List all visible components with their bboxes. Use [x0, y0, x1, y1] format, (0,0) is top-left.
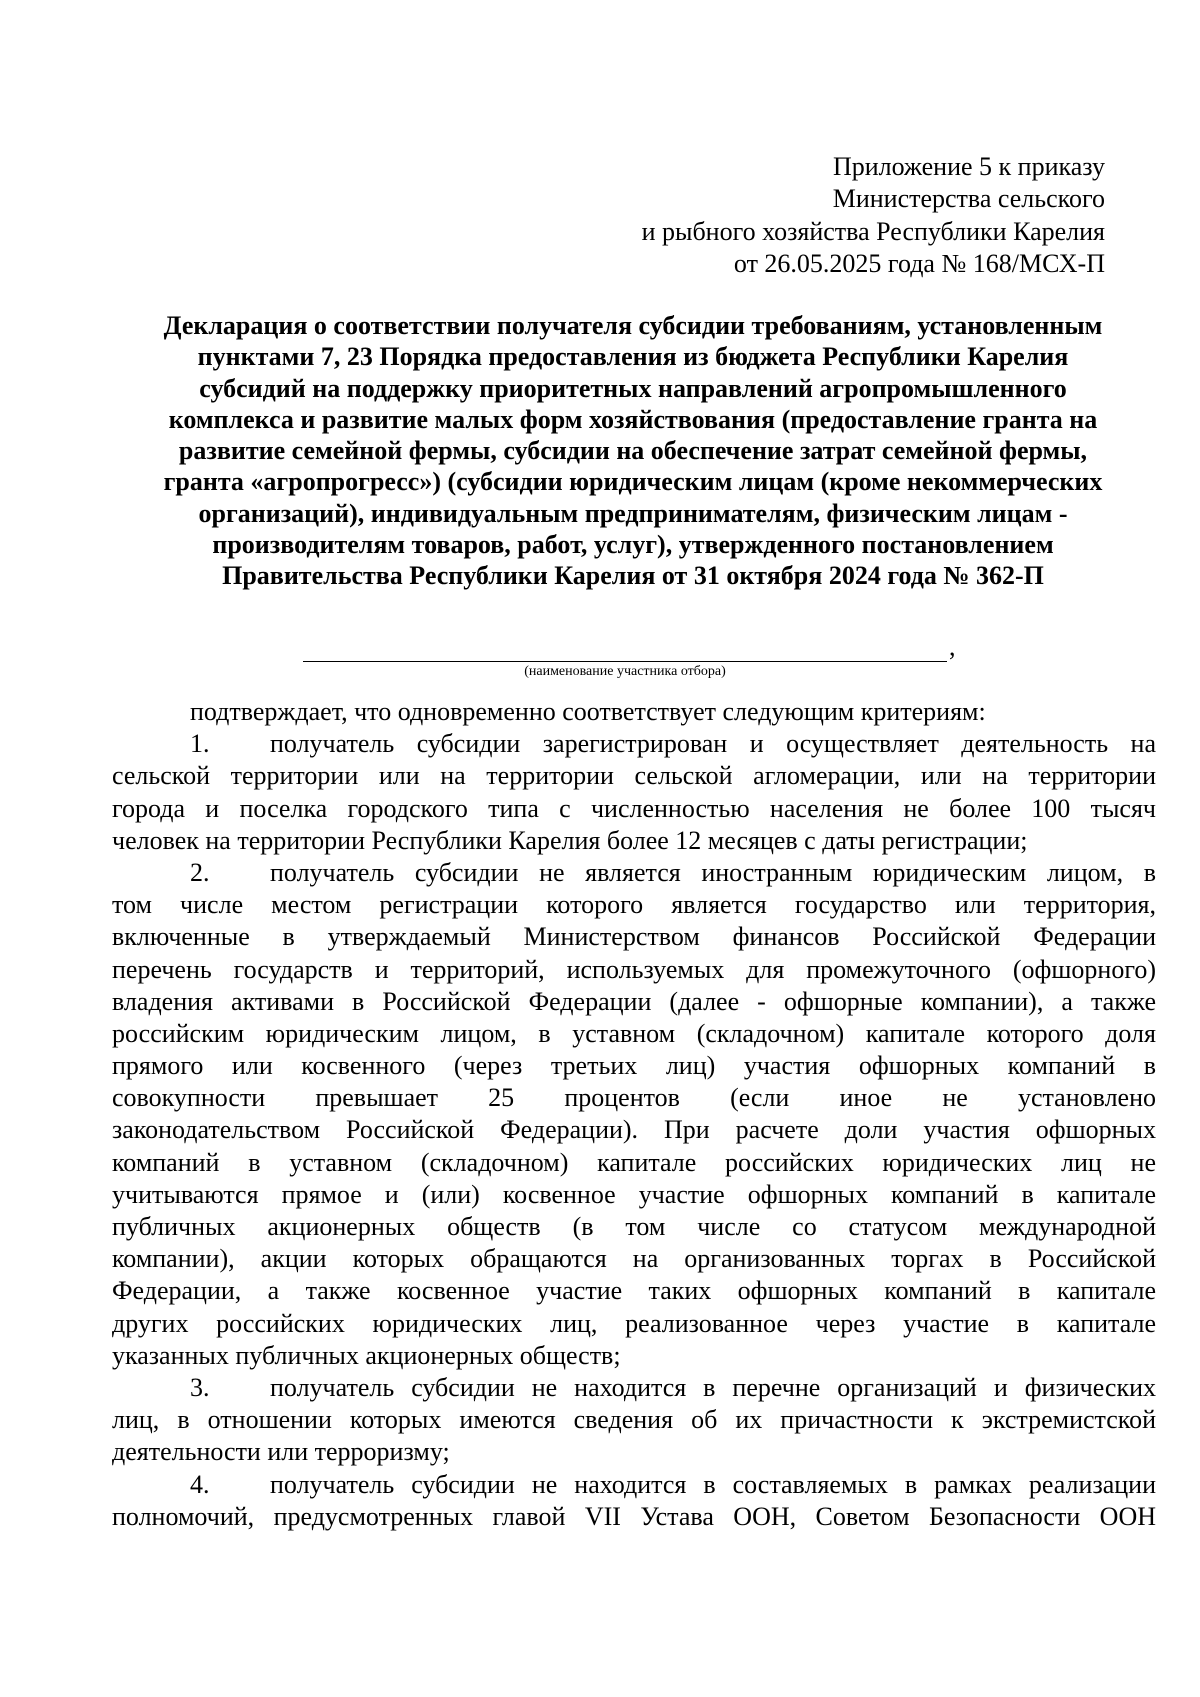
title-line: Декларация о соответствии получателя субсидии требованиям, установленным — [163, 311, 1103, 340]
criterion-2-line: перечень государств и территорий, используемых для промежуточного (офшорного) — [112, 954, 1156, 984]
title-line: производителям товаров, работ, услуг), утвержденного постановлением — [212, 530, 1054, 560]
signature-comma: , — [949, 632, 956, 661]
appendix-line: от 26.05.2025 года № 168/МСХ-П — [733, 249, 1105, 279]
appendix-line: и рыбного хозяйства Республики Карелия — [641, 216, 1105, 246]
title-line: субсидий на поддержку приоритетных направлений агропромышленного — [199, 373, 1067, 403]
criterion-3-line: деятельности или терроризму; — [112, 1437, 450, 1467]
participant-name-blank-line[interactable] — [303, 661, 947, 662]
criterion-1-line: 1. получатель субсидии зарегистрирован и осуществляет деятельность на — [112, 728, 1156, 760]
criterion-3-line: 3. получатель субсидии не находится в перечне организаций и физических — [112, 1372, 1156, 1404]
appendix-line: Министерства сельского — [832, 184, 1105, 214]
title-line: развитие семейной фермы, субсидии на обеспечение затрат семейной фермы, — [178, 436, 1088, 466]
participant-name-caption: (наименование участника отбора) — [524, 664, 726, 679]
criterion-number: 3. — [190, 1372, 210, 1402]
criterion-2-line: учитываются прямое и (или) косвенное участие офшорных компаний в капитале — [112, 1179, 1156, 1209]
criterion-4-line: полномочий, предусмотренных главой VII Устава ООН, Советом Безопасности ООН — [112, 1501, 1156, 1531]
criterion-2-line: указанных публичных акционерных обществ; — [112, 1340, 621, 1370]
criterion-2-line: компании), акции которых обращаются на организованных торгах в Российской — [112, 1244, 1156, 1274]
title-line: пунктами 7, 23 Порядка предоставления из бюджета Республики Карелия — [197, 342, 1069, 372]
criterion-2-line: других российских юридических лиц, реализованное через участие в капитале — [112, 1308, 1156, 1338]
criteria-body — [112, 696, 1156, 1533]
criterion-1-line: сельской территории или на территории сельской агломерации, или на территории — [112, 761, 1156, 791]
criterion-2-line: компаний в уставном (складочном) капитале российских юридических лиц не — [112, 1147, 1156, 1177]
criterion-2-line: российским юридическим лицом, в уставном (складочном) капитале которого доля — [112, 1018, 1156, 1048]
criterion-2-line: том числе местом регистрации которого является государство или территория, — [112, 890, 1156, 920]
criterion-3-line: лиц, в отношении которых имеются сведения об их причастности к экстремистской — [112, 1405, 1156, 1435]
criterion-2-line: Федерации, а также косвенное участие таких офшорных компаний в капитале — [112, 1276, 1156, 1306]
title-line: организаций), индивидуальным предпринимателям, физическим лицам - — [198, 498, 1068, 528]
criterion-4-line: 4. получатель субсидии не находится в составляемых в рамках реализации — [112, 1469, 1156, 1501]
criterion-2-line: совокупности превышает 25 процентов (если иное не установлено — [112, 1083, 1156, 1113]
criterion-2-line: публичных акционерных обществ (в том числе со статусом международной — [112, 1212, 1156, 1241]
criterion-2-line: 2. получатель субсидии не является иностранным юридическим лицом, в — [112, 857, 1156, 889]
intro-text: подтверждает, что одновременно соответствует следующим критериям: — [190, 697, 986, 726]
appendix-line: Приложение 5 к приказу — [832, 152, 1105, 181]
criterion-2-line: включенные в утверждаемый Министерством финансов Российской Федерации — [112, 922, 1156, 952]
criterion-number: 1. — [190, 729, 210, 759]
criterion-2-line: прямого или косвенного (через третьих лиц) участия офшорных компаний в — [112, 1051, 1156, 1081]
criterion-number: 4. — [190, 1469, 210, 1499]
criterion-number: 2. — [190, 857, 210, 887]
criterion-1-line: города и поселка городского типа с численностью населения не более 100 тысяч — [112, 793, 1156, 823]
criterion-1-line: человек на территории Республики Карелия более 12 месяцев с даты регистрации; — [112, 825, 1028, 855]
title-line: гранта «агропрогресс») (субсидии юридическим лицам (кроме некоммерческих — [163, 467, 1103, 497]
appendix-reference — [642, 151, 1105, 281]
title-line: комплекса и развитие малых форм хозяйствования (предоставление гранта на — [168, 404, 1098, 434]
title-line: Правительства Республики Карелия от 31 октября 2024 года № 362-П — [222, 561, 1044, 591]
document-title — [108, 310, 1158, 592]
criterion-2-line: владения активами в Российской Федерации (далее - офшорные компании), а также — [112, 986, 1156, 1016]
criterion-2-line: законодательством Российской Федерации). При расчете доли участия офшорных — [112, 1115, 1156, 1145]
